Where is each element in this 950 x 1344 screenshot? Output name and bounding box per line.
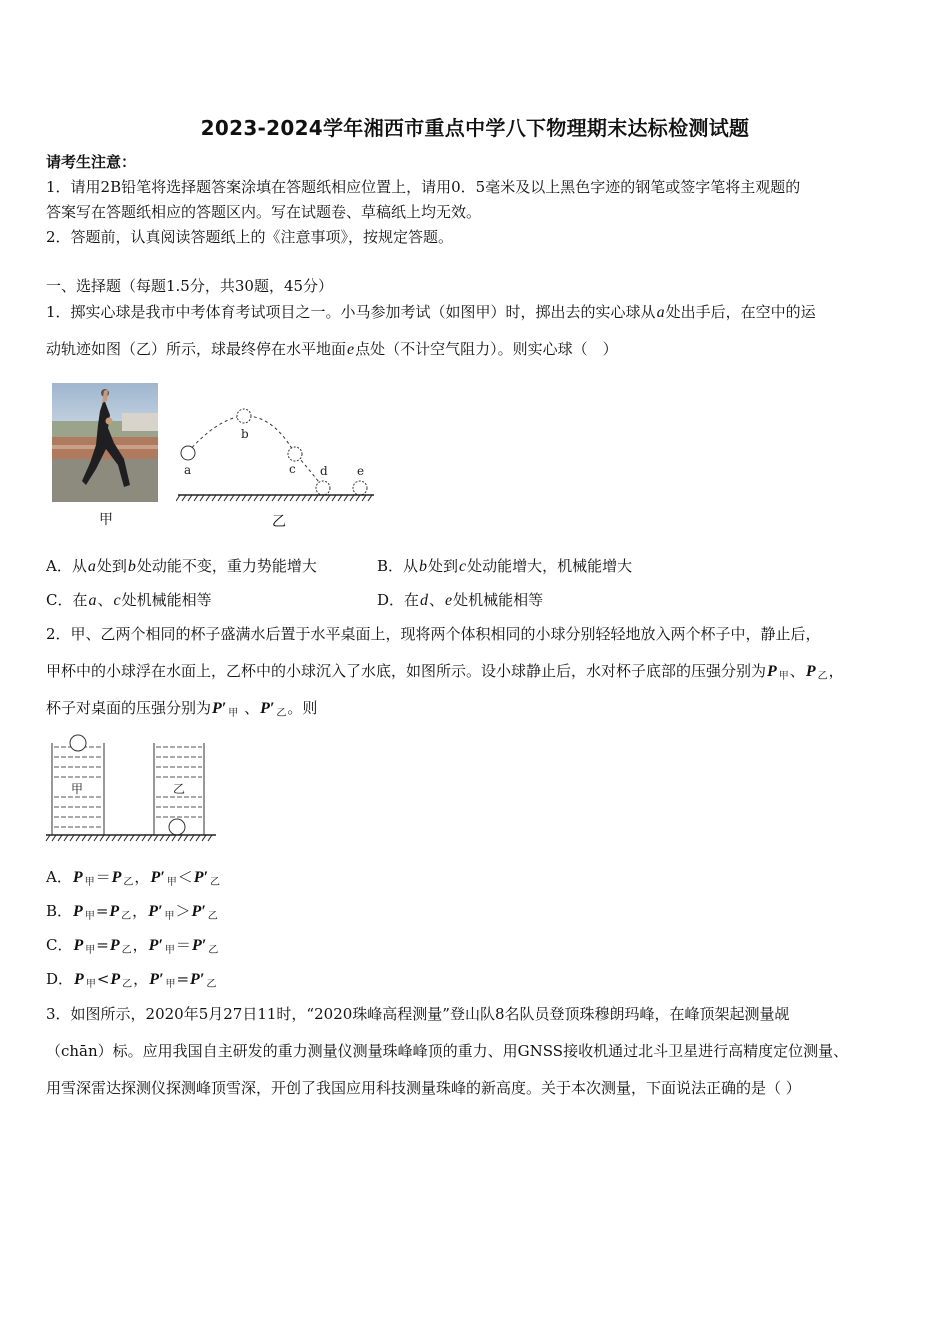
notice-line-2: 答案写在答题纸相应的答题区内。写在试题卷、草稿纸上均无效。 [46, 203, 482, 221]
ball-e [353, 481, 367, 495]
fig-yi-caption: 乙 [272, 514, 286, 530]
fig-jia-caption: 甲 [99, 512, 113, 528]
q1-option-a[interactable]: A．从a处到b处动能不变，重力势能增大 [46, 557, 317, 575]
ball-c [288, 447, 302, 461]
ball-label-e: e [357, 464, 365, 478]
q3-line-3: 用雪深雷达探测仪探测峰顶雪深，开创了我国应用科技测量珠峰的新高度。关于本次测量，下面说法正确的是（ ） [46, 1079, 801, 1097]
sunk-ball [169, 819, 185, 835]
notice-heading: 请考生注意： [46, 153, 137, 171]
q2-option-b[interactable]: B．P $_甲$=P $_乙$，P′ $_甲$＞P′ $_乙$ [46, 902, 218, 922]
q3-line-2: （chān）标。应用我国自主研发的重力测量仪测量珠峰峰顶的重力、用GNSS接收机通过北斗卫星进行高精度定位测量、 [46, 1042, 849, 1060]
ball-label-b: b [241, 427, 249, 441]
q2-line-2: 甲杯中的小球浮在水面上，乙杯中的小球沉入了水底，如图所示。设小球静止后，水对杯子底部的压强分别为P $_甲$、P $_乙$， [46, 662, 844, 682]
q3-line-1: 3．如图所示，2020年5月27日11时，“2020珠峰高程测量”登山队8名队员登顶珠穆朗玛峰，在峰顶架起测量觇 [46, 1005, 790, 1023]
cup-label-yi: 乙 [173, 782, 186, 796]
cups-diagram [44, 733, 220, 849]
ball-label-c: c [289, 462, 296, 476]
trajectory-diagram [176, 402, 380, 506]
q2-option-a[interactable]: A．P $_甲$＝P $_乙$，P′ $_甲$＜P′ $_乙$ [46, 868, 221, 888]
notice-line-1: 1．请用2B铅笔将选择题答案涂填在答题纸相应位置上，请用0．5毫米及以上黑色字迹的钢笔或签字笔将主观题的 [46, 178, 801, 196]
q1-option-b[interactable]: B．从b处到c处动能增大，机械能增大 [377, 557, 633, 575]
cup-label-jia: 甲 [71, 782, 84, 796]
q2-line-1: 2．甲、乙两个相同的杯子盛满水后置于水平桌面上，现将两个体积相同的小球分别轻轻地放入两个杯子中，静止后， [46, 625, 821, 643]
q1-option-c[interactable]: C．在a、c处机械能相等 [46, 591, 212, 609]
ball-label-a: a [184, 463, 192, 477]
q2-line-3: 杯子对桌面的压强分别为P′ $_甲$ 、P′ $_乙$。则 [46, 699, 318, 719]
ball-b [237, 409, 251, 423]
q2-option-d[interactable]: D．P $_甲$<P $_乙$，P′ $_甲$=P′ $_乙$ [46, 970, 217, 990]
section-heading: 一、选择题（每题1.5分，共30题，45分） [46, 277, 334, 295]
q2-option-c[interactable]: C．P $_甲$=P $_乙$，P′ $_甲$＝P′ $_乙$ [46, 936, 219, 956]
q1-line-1: 1．掷实心球是我市中考体育考试项目之一。小马参加考试（如图甲）时，掷出去的实心球从a处出手后，在空中的运 [46, 303, 816, 321]
ball-label-d: d [320, 464, 328, 478]
notice-line-3: 2．答题前，认真阅读答题纸上的《注意事项》，按规定答题。 [46, 228, 454, 246]
ball-d [316, 481, 330, 495]
ball-a [181, 446, 195, 460]
q1-line-2: 动轨迹如图（乙）所示，球最终停在水平地面e点处（不计空气阻力）。则实心球（ ） [46, 340, 618, 358]
shot-put-photo [52, 383, 158, 502]
floating-ball [70, 735, 86, 751]
q1-option-d[interactable]: D．在d、e处机械能相等 [377, 591, 544, 609]
page-title: 2023-2024学年湘西市重点中学八下物理期末达标检测试题 [200, 116, 750, 140]
